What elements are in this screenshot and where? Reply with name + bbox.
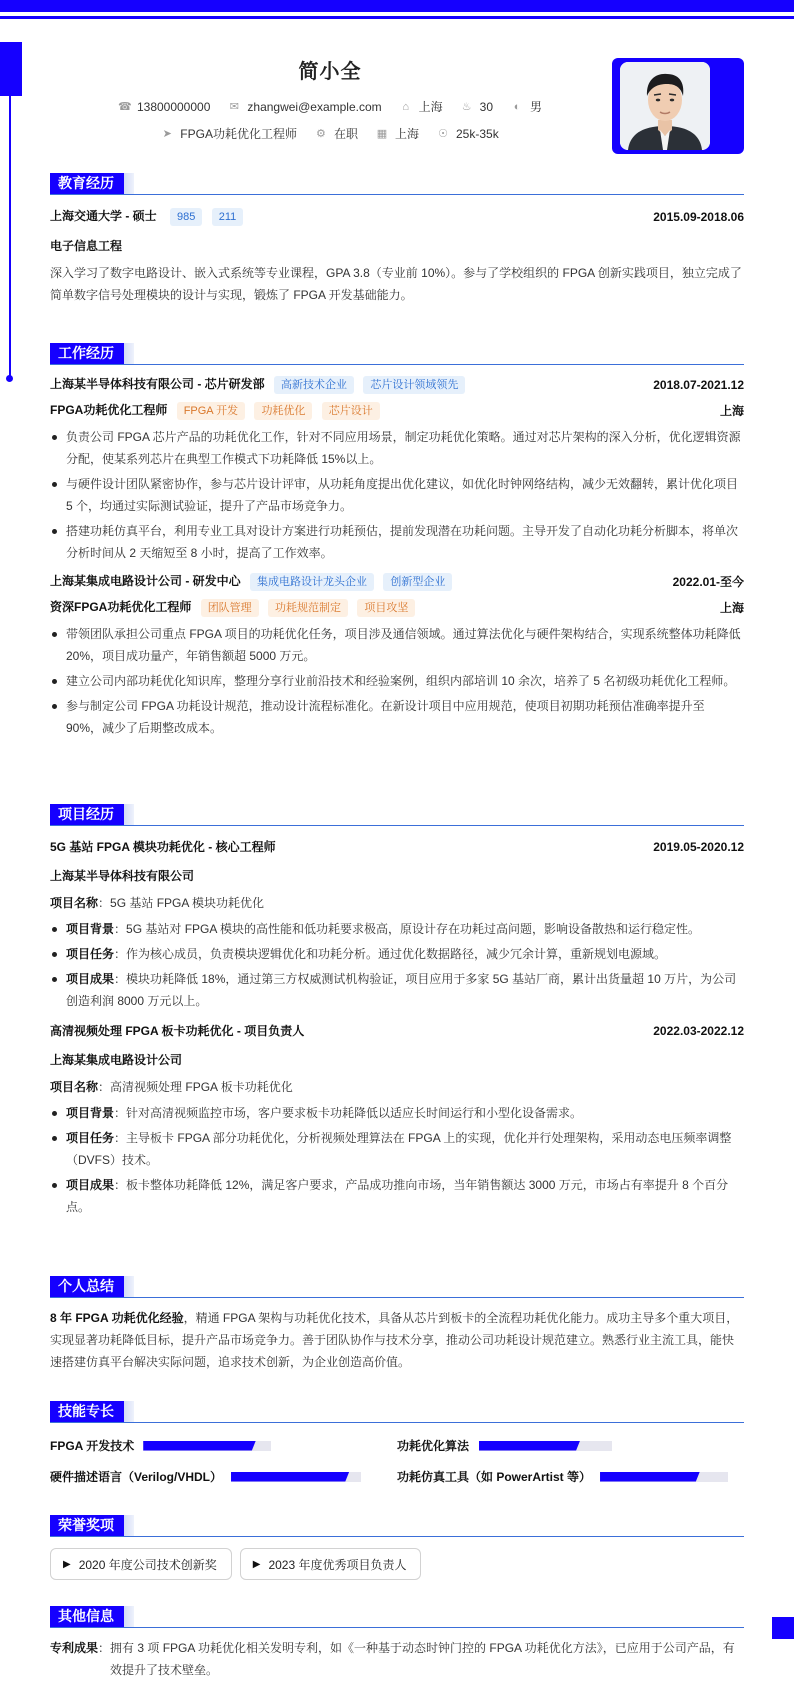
- work-bullet: 负责公司 FPGA 芯片产品的功耗优化工作，针对不同应用场景，制定功耗优化策略。通过对芯片架构的深入分析，优化逻辑资源分配，使某系列芯片在典型工作模式下功耗降低 15%以上。: [50, 426, 744, 470]
- school-name: 上海交通大学 - 硕士: [50, 209, 157, 223]
- location-value: 上海: [418, 100, 443, 114]
- contact-row: [50, 98, 610, 115]
- status-info: [315, 125, 358, 142]
- work-title: 工作经历: [50, 343, 124, 364]
- project-bullet-label: 项目任务: [66, 1131, 115, 1145]
- role-tag: 芯片设计: [322, 402, 380, 420]
- work-city: 上海: [719, 601, 744, 615]
- age-value: 30: [479, 99, 494, 114]
- project-bullets: [50, 1102, 744, 1218]
- awards-section: [50, 1515, 744, 1580]
- skill-bar-fill: [600, 1472, 700, 1482]
- email-info: [228, 100, 381, 114]
- education-major: 电子信息工程: [50, 239, 123, 253]
- project-title-row: [50, 1022, 744, 1039]
- work-date: 2018.07-2021.12: [653, 377, 744, 392]
- award-label: 2023 年度优秀项目负责人: [268, 1557, 407, 1572]
- work-role-row: [50, 598, 744, 617]
- education-row: [50, 207, 744, 226]
- project-date: 2019.05-2020.12: [653, 839, 744, 854]
- gender-info: [511, 98, 542, 115]
- work-role-row: [50, 401, 744, 420]
- skill-bar-fill: [479, 1441, 580, 1451]
- project-name-label: 项目名称: [50, 1080, 99, 1094]
- project-bullet-text: 模块功耗降低 18%，通过第三方权威测试机构验证，项目应用于多家 5G 基站厂商，累计出货量超 10 万片，为公司创造利润 8000 万元以上。: [66, 972, 737, 1008]
- salary-value: 25k-35k: [456, 126, 499, 141]
- skill-item: [50, 1437, 397, 1454]
- company-tag: 芯片设计领域领先: [363, 376, 465, 394]
- skill-item: [397, 1468, 744, 1485]
- skill-bar: [231, 1472, 361, 1482]
- triangle-icon: ▶: [63, 1558, 71, 1570]
- work-section: [50, 343, 744, 742]
- awards-list: [50, 1548, 744, 1580]
- company-tag: 高新技术企业: [274, 376, 354, 394]
- work-city: 上海: [719, 404, 744, 418]
- project-bullet: 项目背景：针对高清视频监控市场，客户要求板卡功耗降低以适应长时间运行和小型化设备需求。: [50, 1102, 744, 1124]
- home-icon: ⌂: [402, 100, 409, 113]
- other-text: 拥有 3 项 FPGA 功耗优化相关发明专利，如《一种基于动态时钟门控的 FPGA 功耗优化方法》，已应用于公司产品，有效提升了技术壁垒。: [110, 1641, 735, 1677]
- skill-name: 功耗优化算法: [397, 1439, 470, 1453]
- project-bullet-label: 项目成果: [66, 972, 115, 986]
- work-company-row: [50, 375, 744, 394]
- other-header: [50, 1606, 744, 1628]
- resume-header: [50, 55, 610, 142]
- position-value: FPGA功耗优化工程师: [180, 127, 297, 141]
- left-accent-line: [9, 96, 11, 378]
- project-bullet-text: 针对高清视频监控市场，客户要求板卡功耗降低以适应长时间运行和小型化设备需求。: [126, 1106, 583, 1120]
- education-date: 2015.09-2018.06: [653, 209, 744, 224]
- gear-icon: ⚙: [316, 128, 326, 140]
- mail-icon: ✉: [229, 101, 239, 113]
- role-tag: 功耗优化: [254, 402, 312, 420]
- education-tag: 211: [212, 208, 244, 226]
- projects-header: [50, 804, 744, 826]
- phone-icon: ☎: [117, 101, 132, 113]
- salary-info: [437, 127, 499, 141]
- building-icon: ▦: [376, 128, 388, 140]
- project-bullet-text: 板卡整体功耗降低 12%，满足客户要求，产品成功推向市场，当年销售额达 3000 万元，市场占有率提升 8 个百分点。: [66, 1178, 729, 1214]
- phone-info: [118, 100, 210, 114]
- role-tag: 团队管理: [201, 599, 259, 617]
- education-title: 教育经历: [50, 173, 124, 194]
- phone-value: 13800000000: [136, 99, 211, 114]
- candidate-name: 简小全: [298, 61, 362, 83]
- skills-row: [50, 1437, 744, 1454]
- summary-highlight: 8 年 FPGA 功耗优化经验: [50, 1311, 184, 1325]
- company-tag: 集成电路设计龙头企业: [250, 573, 374, 591]
- project-name-label: 项目名称: [50, 896, 99, 910]
- city-info: [376, 125, 419, 142]
- left-accent-dot: [6, 375, 13, 382]
- awards-header: [50, 1515, 744, 1537]
- project-bullet-label: 项目任务: [66, 947, 115, 961]
- project-name-line: 项目名称：高清视频处理 FPGA 板卡功耗优化: [50, 1080, 293, 1094]
- work-date: 2022.01-至今: [672, 575, 744, 589]
- project-name-line: 项目名称：5G 基站 FPGA 模块功耗优化: [50, 896, 265, 910]
- top-accent-line: [0, 16, 794, 19]
- other-row: [50, 1637, 744, 1681]
- skill-bar: [600, 1472, 728, 1482]
- top-accent-bar: [0, 0, 794, 12]
- skill-bar: [143, 1441, 271, 1451]
- project-name-value: 5G 基站 FPGA 模块功耗优化: [110, 896, 265, 910]
- project-bullet-text: 5G 基站对 FPGA 模块的高性能和低功耗要求极高，原设计存在功耗过高问题，影响设备散热和运行稳定性。: [126, 922, 701, 936]
- work-bullets: [50, 426, 744, 564]
- city-value: 上海: [394, 127, 419, 141]
- work-entry: [50, 572, 744, 739]
- email-value: zhangwei@example.com: [247, 99, 382, 114]
- triangle-icon: ▶: [252, 1558, 261, 1570]
- other-section: [50, 1606, 744, 1681]
- skill-name: FPGA 开发技术: [50, 1439, 135, 1453]
- project-title: 高清视频处理 FPGA 板卡功耗优化 - 项目负责人: [50, 1024, 305, 1038]
- summary-title: 个人总结: [50, 1276, 124, 1297]
- age-info: [461, 100, 493, 114]
- work-bullets: [50, 623, 744, 739]
- award-chip: [240, 1548, 422, 1580]
- coin-icon: ☉: [438, 128, 448, 140]
- project-bullet: 项目背景：5G 基站对 FPGA 模块的高性能和低功耗要求极高，原设计存在功耗过高问题，影响设备散热和运行稳定性。: [50, 918, 744, 940]
- other-colon: ：: [98, 1641, 111, 1655]
- skill-item: [50, 1468, 397, 1485]
- role-tag: 功耗规范制定: [268, 599, 348, 617]
- work-bullet: 带领团队承担公司重点 FPGA 项目的功耗优化任务，项目涉及通信领域。通过算法优化与硬件架构结合，实现系统整体功耗降低 20%，项目成功量产，年销售额超 5000 万元。: [50, 623, 744, 667]
- project-title: 5G 基站 FPGA 模块功耗优化 - 核心工程师: [50, 840, 276, 854]
- award-chip: [50, 1548, 232, 1580]
- photo-frame: [612, 58, 744, 154]
- other-label: 专利成果: [50, 1641, 99, 1655]
- company-tag: 创新型企业: [383, 573, 452, 591]
- project-bullet-label: 项目背景: [66, 1106, 115, 1120]
- gender-icon: ◐: [513, 100, 521, 113]
- project-bullet-label: 项目背景: [66, 922, 115, 936]
- work-bullet: 搭建功耗仿真平台，利用专业工具对设计方案进行功耗预估，提前发现潜在功耗问题。主导开发了自动化功耗分析脚本，将单次分析时间从 2 天缩短至 8 小时，提高了工作效率。: [50, 520, 744, 564]
- work-header: [50, 343, 744, 365]
- skill-name: 功耗仿真工具（如 PowerArtist 等）: [397, 1470, 592, 1484]
- work-role: FPGA功耗优化工程师: [50, 403, 168, 417]
- left-accent-block: [0, 42, 22, 96]
- skill-bar: [479, 1441, 612, 1451]
- awards-title: 荣誉奖项: [50, 1515, 124, 1536]
- other-title: 其他信息: [50, 1606, 124, 1627]
- projects-section: [50, 804, 744, 1221]
- avatar: [620, 62, 710, 150]
- summary-body: ，精通 FPGA 架构与功耗优化技术，具备从芯片到板卡的全流程功耗优化能力。成功主导多个重大项目，实现显著功耗降低目标，提升产品市场竞争力。善于团队协作与技术分享，推动公司功耗设计规范建立。熟悉行业主流工具，能快速搭建仿真平台解决实际问题，追求技术创新，为企业创造高价值。: [50, 1311, 739, 1369]
- role-tag: 项目攻坚: [357, 599, 415, 617]
- project-title-row: [50, 838, 744, 855]
- send-icon: ➤: [162, 128, 172, 140]
- project-bullet-text: 作为核心成员，负责模块逻辑优化和功耗分析。通过优化数据路径，减少冗余计算，重新规划电源域。: [126, 947, 667, 961]
- work-company: 上海某集成电路设计公司 - 研发中心: [50, 574, 241, 588]
- project-bullet-label: 项目成果: [66, 1178, 115, 1192]
- project-bullet: 项目任务：主导板卡 FPGA 部分功耗优化，分析视频处理算法在 FPGA 上的实现，优化并行处理架构，采用动态电压频率调整（DVFS）技术。: [50, 1127, 744, 1171]
- job-intent-row: [50, 125, 610, 142]
- project-name-value: 高清视频处理 FPGA 板卡功耗优化: [110, 1080, 293, 1094]
- work-company: 上海某半导体科技有限公司 - 芯片研发部: [50, 377, 265, 391]
- education-section: [50, 173, 744, 306]
- project-bullet-text: 主导板卡 FPGA 部分功耗优化，分析视频处理算法在 FPGA 上的实现，优化并行处理架构，采用动态电压频率调整（DVFS）技术。: [66, 1131, 732, 1167]
- cake-icon: ♨: [461, 101, 472, 113]
- skills-section: [50, 1401, 744, 1485]
- project-entry: [50, 1022, 744, 1218]
- work-entry: [50, 375, 744, 564]
- project-company: 上海某集成电路设计公司: [50, 1053, 183, 1067]
- project-entry: [50, 838, 744, 1012]
- skill-bar-fill: [143, 1441, 256, 1451]
- location-info: [400, 98, 443, 115]
- work-bullet: 与硬件设计团队紧密协作，参与芯片设计评审，从功耗角度提出优化建议，如优化时钟网络结构，减少无效翻转，累计优化项目 5 个，均通过实际测试验证，提升了产品市场竞争力。: [50, 473, 744, 517]
- gender-value: 男: [530, 100, 543, 114]
- projects-title: 项目经历: [50, 804, 124, 825]
- skills-row: [50, 1468, 744, 1485]
- work-role: 资深FPGA功耗优化工程师: [50, 600, 192, 614]
- education-header: [50, 173, 744, 195]
- skills-title: 技能专长: [50, 1401, 124, 1422]
- project-date: 2022.03-2022.12: [653, 1023, 744, 1038]
- work-company-row: [50, 572, 744, 591]
- role-tag: FPGA 开发: [177, 402, 245, 420]
- project-bullet: 项目成果：模块功耗降低 18%，通过第三方权威测试机构验证，项目应用于多家 5G 基站厂商，累计出货量超 10 万片，为公司创造利润 8000 万元以上。: [50, 968, 744, 1012]
- project-company: 上海某半导体科技有限公司: [50, 869, 195, 883]
- education-tag: 985: [170, 208, 202, 226]
- project-bullets: [50, 918, 744, 1012]
- skill-item: [397, 1437, 744, 1454]
- skill-name: 硬件描述语言（Verilog/VHDL）: [50, 1470, 223, 1484]
- summary-section: [50, 1276, 744, 1373]
- work-bullet: 建立公司内部功耗优化知识库，整理分享行业前沿技术和经验案例，组织内部培训 10 余次，培养了 5 名初级功耗优化工程师。: [50, 670, 744, 692]
- project-bullet: 项目任务：作为核心成员，负责模块逻辑优化和功耗分析。通过优化数据路径，减少冗余计算，重新规划电源域。: [50, 943, 744, 965]
- work-bullet: 参与制定公司 FPGA 功耗设计规范，推动设计流程标准化。在新设计项目中应用规范，使项目初期功耗预估准确率提升至 90%，减少了后期整改成本。: [50, 695, 744, 739]
- position-info: [161, 125, 297, 142]
- summary-text: [50, 1307, 744, 1373]
- award-label: 2020 年度公司技术创新奖: [78, 1557, 217, 1572]
- right-accent-block: [772, 1617, 794, 1639]
- summary-header: [50, 1276, 744, 1298]
- project-bullet: 项目成果：板卡整体功耗降低 12%，满足客户要求，产品成功推向市场，当年销售额达 3000 万元，市场占有率提升 8 个百分点。: [50, 1174, 744, 1218]
- status-value: 在职: [333, 127, 358, 141]
- skills-header: [50, 1401, 744, 1423]
- skill-bar-fill: [231, 1472, 349, 1482]
- education-school-wrap: [50, 207, 243, 226]
- education-description: 深入学习了数字电路设计、嵌入式系统等专业课程，GPA 3.8（专业前 10%）。参与了学校组织的 FPGA 创新实践项目，独立完成了简单数字信号处理模块的设计与实现，锻炼了 FPGA 开发基础能力。: [50, 266, 742, 302]
